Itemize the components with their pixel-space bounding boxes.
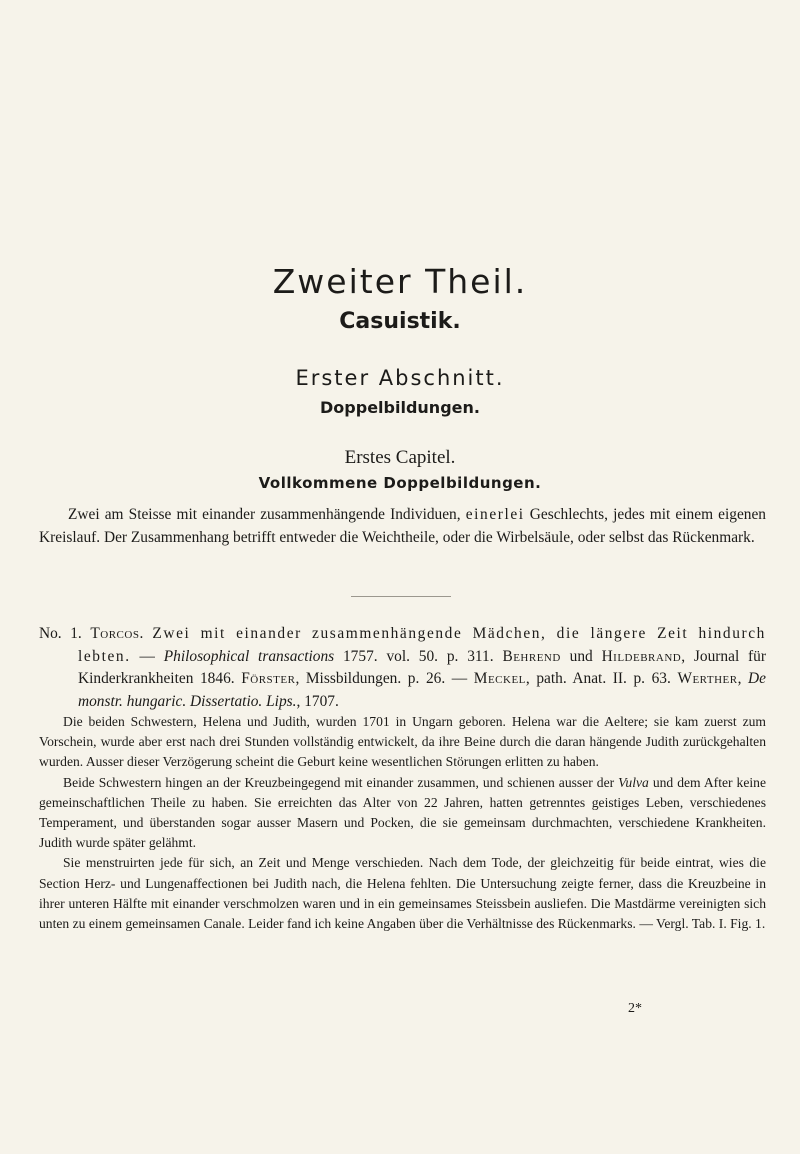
reference-author-3: Förster bbox=[241, 670, 296, 688]
signature-mark: 2* bbox=[628, 1001, 642, 1016]
reference-author-4: Meckel bbox=[473, 670, 526, 688]
chapter-intro bbox=[39, 503, 766, 549]
case-author: Torcos. bbox=[90, 625, 144, 642]
reference-author-2b: Hildebrand bbox=[601, 647, 682, 665]
part-subtitle: Casuistik. bbox=[339, 309, 461, 334]
chapter-title: Erstes Capitel. bbox=[344, 447, 456, 468]
paragraph-2 bbox=[39, 773, 766, 854]
reference-author-2a: Behrend bbox=[502, 647, 561, 665]
section-divider bbox=[351, 596, 451, 597]
reference-detail-4: , path. Anat. II. p. 63. bbox=[525, 670, 678, 688]
case-heading: Zwei mit einander zusammenhängende Mädchen, die längere Zeit hindurch lebten. bbox=[78, 625, 766, 665]
intro-text-1: Zwei am Steisse mit einander zusammenhängende Individuen, bbox=[68, 506, 466, 523]
reference-author-5: Werther bbox=[677, 670, 738, 688]
reference-title-5: De monstr. hungaric. Dissertatio. Lips. bbox=[78, 670, 766, 710]
intro-text-2: Geschlechts, jedes mit einem eigenen Kreislauf. Der Zusammenhang betrifft entweder die Weichtheile, oder die Wirbelsäule, oder selbst das Rückenmark. bbox=[39, 506, 766, 546]
chapter-subtitle: Vollkommene Doppelbildungen. bbox=[258, 474, 542, 492]
case-description bbox=[39, 712, 766, 934]
reference-detail-2: , Journal für Kinderkrankheiten 1846. bbox=[78, 647, 766, 688]
case-entry-header bbox=[39, 623, 766, 713]
reference-detail-1: 1757. vol. 50. p. 311. bbox=[334, 647, 503, 665]
reference-connector: und bbox=[560, 647, 602, 665]
section-title: Erster Abschnitt. bbox=[295, 366, 505, 390]
paragraph-2-text-a: Beide Schwestern hingen an der Kreuzbeingegend mit einander zusammen, und schienen ausser der bbox=[63, 774, 619, 790]
section-subtitle: Doppelbildungen. bbox=[320, 398, 480, 417]
paragraph-3: Sie menstruirten jede für sich, an Zeit und Menge verschieden. Nach dem Tode, der gleichzeitig für beide eintrat, wies die Section Herz- und Lungenaffectionen bei Judith nach, die Helena fehlten. Die Untersuchung zeigte ferner, dass die Kreuzbeine in ihrer unteren Hälfte mit einander verschmolzen waren und in ein gemeinsames Steissbein ausliefen. Die Mastdärme vereinigten sich unten zu einem gemeinsamen Canale. Leider fand ich keine Angaben über die Verhältnisse des Rückenmarks. — Vergl. Tab. I. Fig. 1. bbox=[39, 855, 766, 932]
intro-emphasis: einerlei bbox=[465, 506, 525, 523]
reference-title-1: Philosophical transactions bbox=[163, 647, 335, 665]
case-number: No. 1. bbox=[39, 625, 82, 642]
part-title: Zweiter Theil. bbox=[272, 262, 528, 301]
paragraph-2-emphasis: Vulva bbox=[618, 774, 649, 790]
separator: , bbox=[737, 670, 749, 688]
paragraph-1: Die beiden Schwestern, Helena und Judith, wurden 1701 in Ungarn geboren. Helena war die Aeltere; sie kam zuerst zum Vorschein, wurde aber erst nach drei Stunden vollständig entwickelt, da ihre Beine durch die daran hängende Judith zurückgehalten wurden. Ausser dieser Verzögerung scheint die Geburt keine wesentlichen Störungen erlitten zu haben. bbox=[39, 714, 766, 770]
separator: — bbox=[130, 647, 164, 665]
paragraph-2-text-b: und dem After keine gemeinschaftlichen Theile zu haben. Sie erreichten das Alter von 22 Jahren, hatten getrenntes geistiges Leben, verschiedenes Temperament, und überstanden sogar ausser Masern und Pocken, die sie gemeinsam durchmachten, verschiedene Krankheiten. Judith wurde später gelähmt. bbox=[39, 774, 766, 851]
reference-detail-5: , 1707. bbox=[296, 692, 339, 710]
reference-detail-3: , Missbildungen. p. 26. — bbox=[295, 670, 474, 688]
